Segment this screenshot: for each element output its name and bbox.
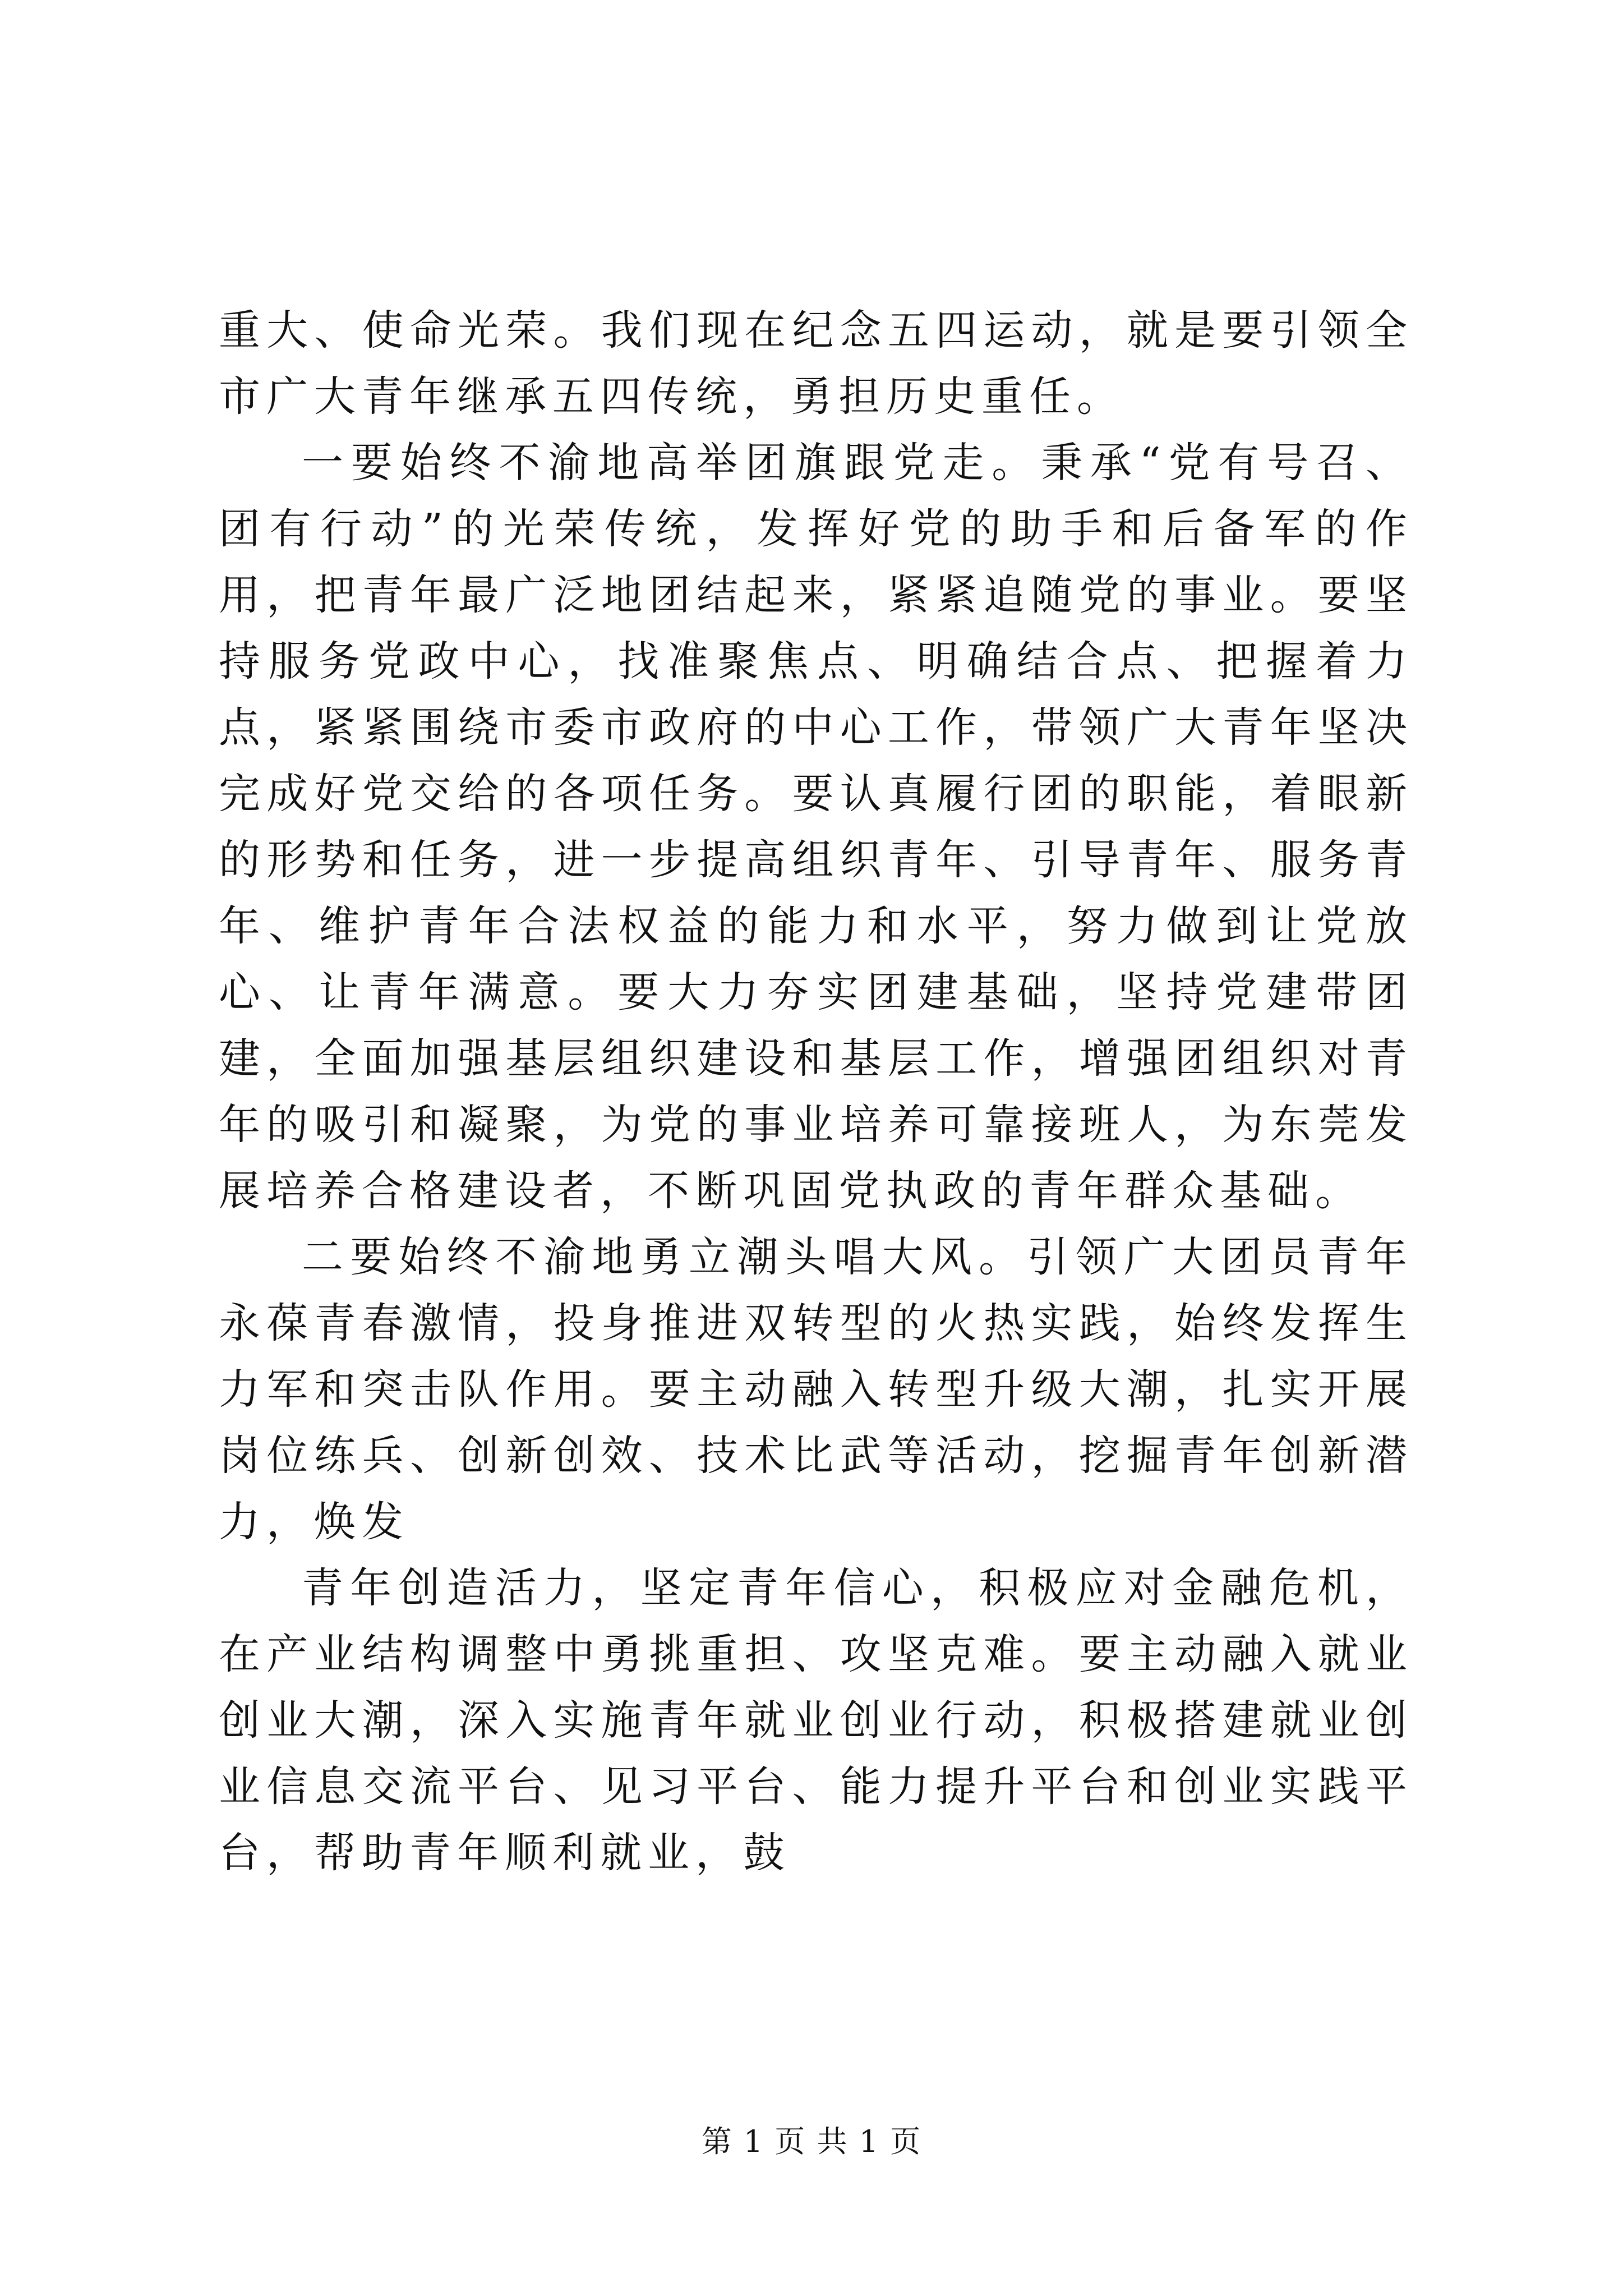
page-number-footer: 第 1 页 共 1 页 xyxy=(701,2124,922,2159)
paragraph-1: 重大、使命光荣。我们现在纪念五四运动，就是要引领全市广大青年继承五四传统，勇担历史重任。 xyxy=(219,306,1413,421)
paragraph-3: 二要始终不渝地勇立潮头唱大风。引领广大团员青年永葆青春激情，投身推进双转型的火热实践，始终发挥生力军和突击队作用。要主动融入转型升级大潮，扎实开展岗位练兵、创新创效、技术比武等活动，挖掘青年创新潜力，焕发 xyxy=(219,1233,1413,1546)
paragraph-2: 一要始终不渝地高举团旗跟党走。秉承“党有号召、团有行动”的光荣传统，发挥好党的助手和后备军的作用，把青年最广泛地团结起来，紧紧追随党的事业。要坚持服务党政中心，找准聚焦点、明确结合点、把握着力点，紧紧围绕市委市政府的中心工作，带领广大青年坚决完成好党交给的各项任务。要认真履行团的职能，着眼新的形势和任务，进一步提高组织青年、引导青年、服务青年、维护青年合法权益的能力和水平，努力做到让党放心、让青年满意。要大力夯实团建基础，坚持党建带团建，全面加强基层组织建设和基层工作，增强团组织对青年的吸引和凝聚，为党的事业培养可靠接班人，为东莞发展培养合格建设者，不断巩固党执政的青年群众基础。 xyxy=(219,439,1413,1215)
paragraph-4: 青年创造活力，坚定青年信心，积极应对金融危机，在产业结构调整中勇挑重担、攻坚克难。要主动融入就业创业大潮，深入实施青年就业创业行动，积极搭建就业创业信息交流平台、见习平台、能力提升平台和创业实践平台，帮助青年顺利就业，鼓 xyxy=(219,1564,1413,1877)
document-body xyxy=(219,297,1413,1886)
